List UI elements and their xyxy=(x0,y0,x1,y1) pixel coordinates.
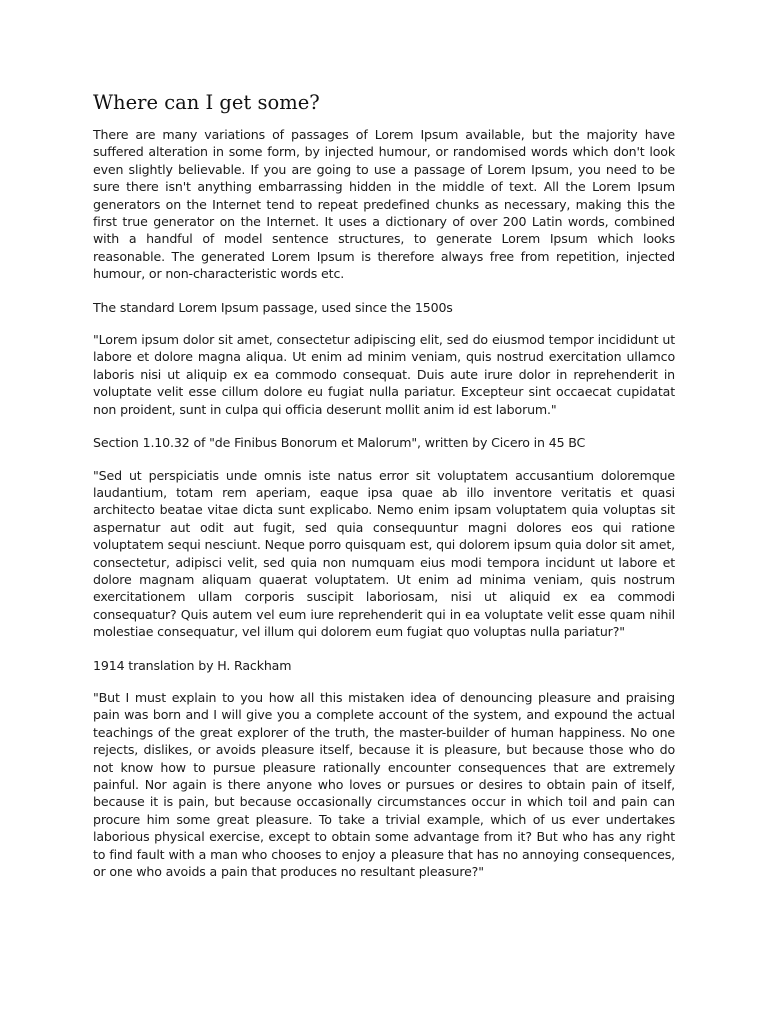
standard-passage-caption: The standard Lorem Ipsum passage, used since the 1500s xyxy=(93,299,453,315)
section-caption: Section 1.10.32 of "de Finibus Bonorum et Malorum", written by Cicero in 45 BC xyxy=(93,435,586,451)
translation-caption: 1914 translation by H. Rackham xyxy=(93,657,292,673)
page-title: Where can I get some? xyxy=(93,91,320,114)
standard-passage-quote: "Lorem ipsum dolor sit amet, consectetur adipiscing elit, sed do eiusmod tempor incididunt ut labore et dolore magna aliqua. Ut enim ad minim veniam, quis nostrud exercitation ullamco laboris nisi ut aliquip ex ea commodo consequat. Duis aute irure dolor in reprehenderit in voluptate velit esse cillum dolore eu fugiat nulla pariatur. Excepteur sint occaecat cupidatat non proident, sunt in culpa qui officia deserunt mollit anim id est laborum." xyxy=(93,332,675,417)
intro-paragraph: There are many variations of passages of Lorem Ipsum available, but the majority have suffered alteration in some form, by injected humour, or randomised words which don't look even slightly believable. If you are going to use a passage of Lorem Ipsum, you need to be sure there isn't anything embarrassing hidden in the middle of text. All the Lorem Ipsum generators on the Internet tend to repeat predefined chunks as necessary, making this the first true generator on the Internet. It uses a dictionary of over 200 Latin words, combined with a handful of model sentence structures, to generate Lorem Ipsum which looks reasonable. The generated Lorem Ipsum is therefore always free from repetition, injected humour, or non-characteristic words etc. xyxy=(93,127,675,282)
section-quote: "Sed ut perspiciatis unde omnis iste natus error sit voluptatem accusantium doloremque laudantium, totam rem aperiam, eaque ipsa quae ab illo inventore veritatis et quasi architecto beatae vitae dicta sunt explicabo. Nemo enim ipsam voluptatem quia voluptas sit aspernatur aut odit aut fugit, sed quia consequuntur magni dolores eos qui ratione voluptatem sequi nesciunt. Neque porro quisquam est, qui dolorem ipsum quia dolor sit amet, consectetur, adipisci velit, sed quia non numquam eius modi tempora incidunt ut labore et dolore magnam aliquam quaerat voluptatem. Ut enim ad minima veniam, quis nostrum exercitationem ullam corporis suscipit laboriosam, nisi ut aliquid ex ea commodi consequatur? Quis autem vel eum iure reprehenderit qui in ea voluptate velit esse quam nihil molestiae consequatur, vel illum qui dolorem eum fugiat quo voluptas nulla pariatur?" xyxy=(93,467,675,640)
translation-quote: "But I must explain to you how all this mistaken idea of denouncing pleasure and praising pain was born and I will give you a complete account of the system, and expound the actual teachings of the great explorer of the truth, the master-builder of human happiness. No one rejects, dislikes, or avoids pleasure itself, because it is pleasure, but because those who do not know how to pursue pleasure rationally encounter consequences that are extremely painful. Nor again is there anyone who loves or pursues or desires to obtain pain of itself, because it is pain, but because occasionally circumstances occur in which toil and pain can procure him some great pleasure. To take a trivial example, which of us ever undertakes laborious physical exercise, except to obtain some advantage from it? But who has any right to find fault with a man who chooses to enjoy a pleasure that has no annoying consequences, or one who avoids a pain that produces no resultant pleasure?" xyxy=(93,689,675,880)
document-page xyxy=(93,88,675,893)
